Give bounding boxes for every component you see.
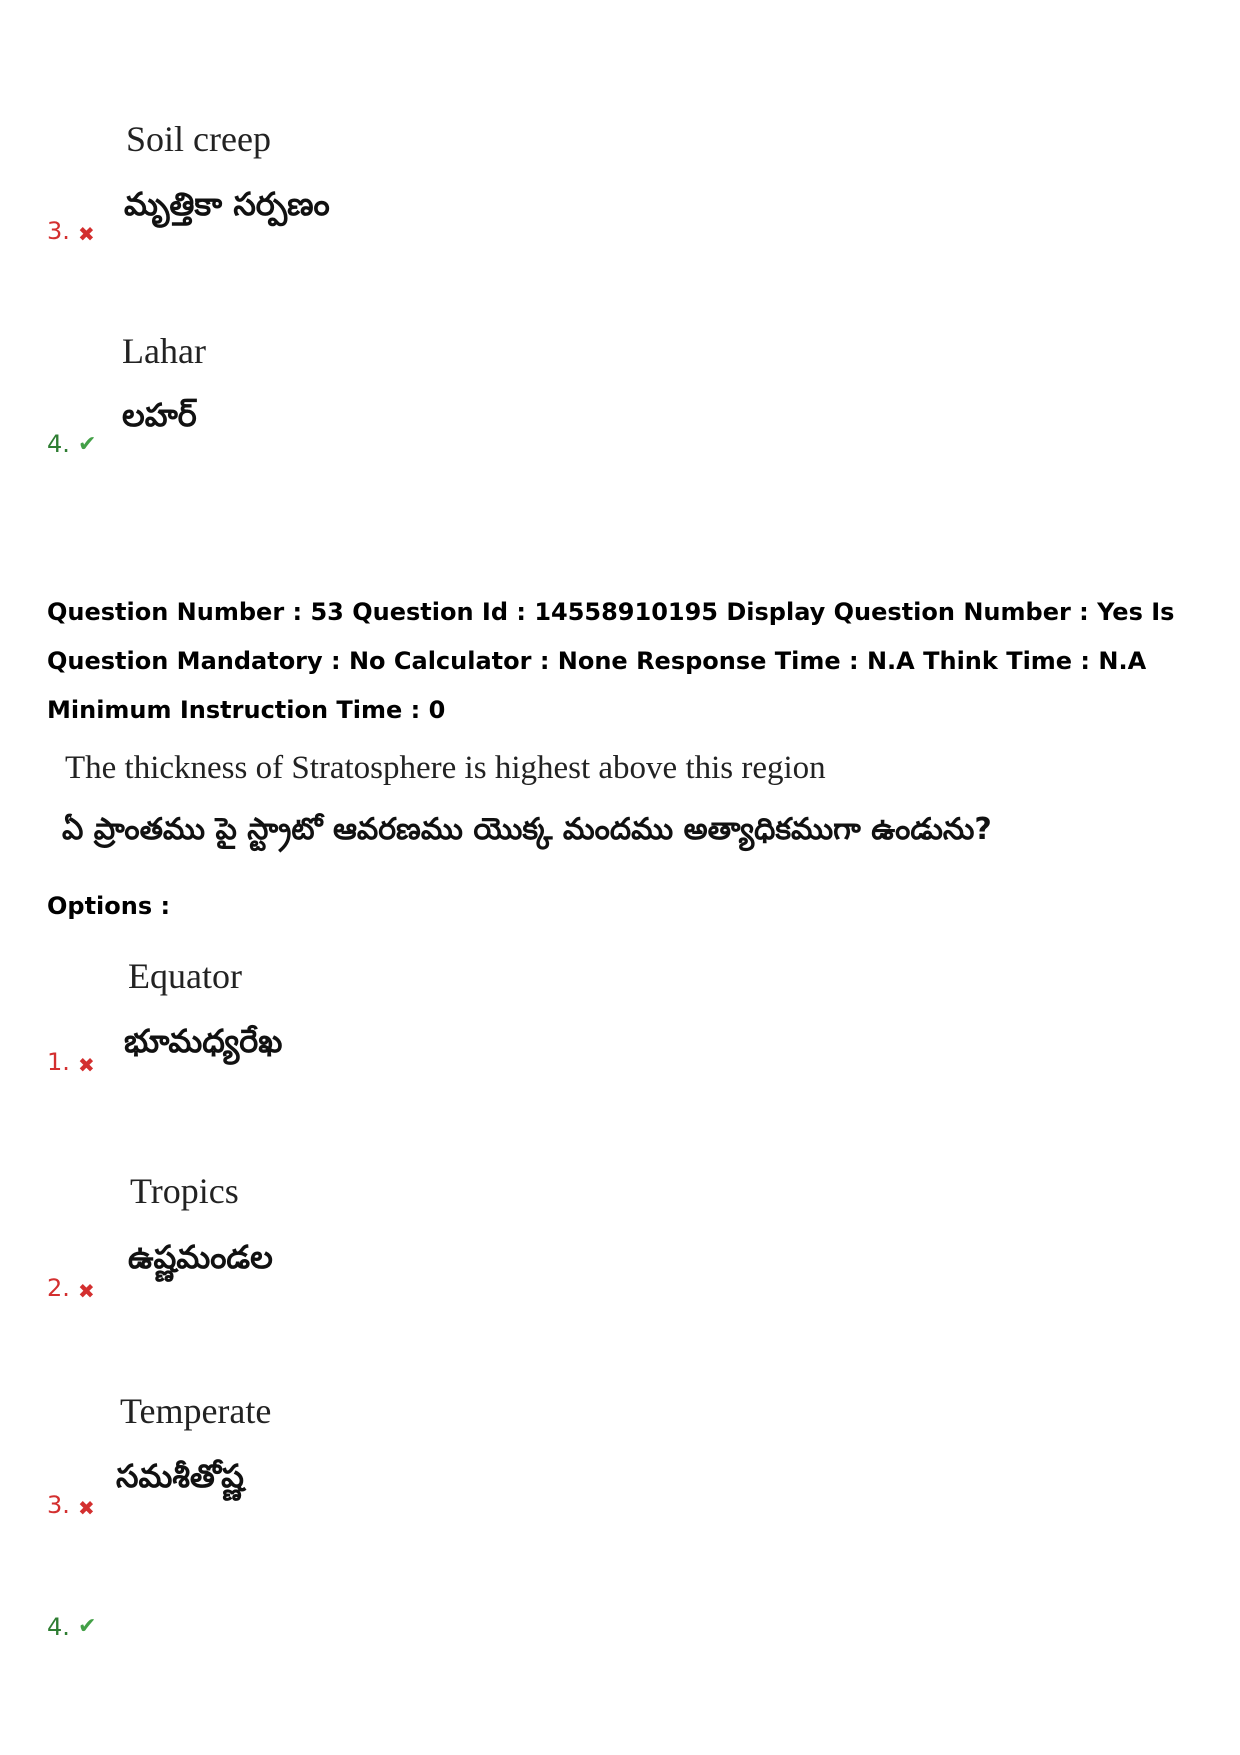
cross-icon: ✖ [78, 1496, 95, 1520]
option-text-en: Tropics [130, 1171, 239, 1211]
question-meta: Question Number : 53 Question Id : 14558910195 Display Question Number : Yes Is Question Mandatory : No Calculator : None Response Time : N.A Think Time : N.A Minimum Instruction Time : 0 [47, 598, 1175, 724]
option-number: 3. [47, 217, 70, 245]
check-icon: ✔ [78, 432, 97, 457]
check-icon: ✔ [78, 1614, 97, 1639]
cross-icon: ✖ [78, 1279, 95, 1303]
question-text-en: The thickness of Stratosphere is highest above this region [65, 750, 826, 786]
option-text-te: మృత్తికా సర్పణం [124, 185, 330, 223]
cross-icon: ✖ [78, 222, 95, 246]
option-number: 4. [47, 430, 70, 458]
option-number: 3. [47, 1491, 70, 1519]
option-text-te: లహర్ [122, 396, 197, 434]
option-text-en: Soil creep [126, 119, 271, 159]
question-text-te: ఏ ప్రాంతము పై స్ట్రాటో ఆవరణము యొక్క మందము అత్యాధికముగా ఉండును? [62, 812, 992, 847]
option-text-te: ఉష్ణమండల [128, 1238, 273, 1276]
cross-icon: ✖ [78, 1053, 95, 1077]
option-text-en: Lahar [122, 331, 206, 371]
option-text-te: భూమధ్యరేఖ [124, 1022, 283, 1060]
options-label: Options : [47, 892, 171, 920]
option-text-te: సమశీతోష్ణ [116, 1457, 244, 1495]
option-text-en: Equator [128, 956, 242, 996]
option-text-en: Temperate [120, 1391, 272, 1431]
option-number: 4. [47, 1613, 70, 1641]
option-number: 1. [47, 1048, 70, 1076]
option-number: 2. [47, 1274, 70, 1302]
